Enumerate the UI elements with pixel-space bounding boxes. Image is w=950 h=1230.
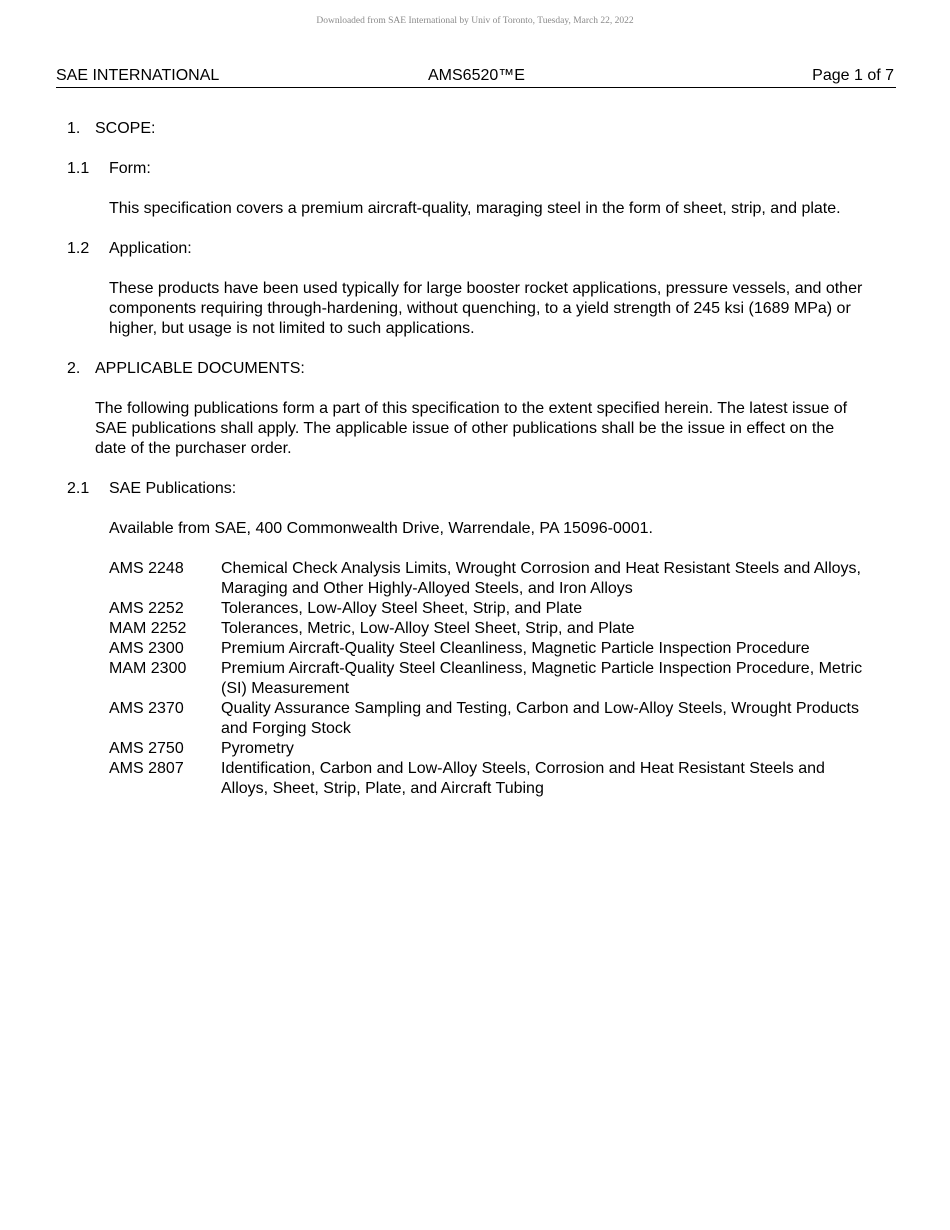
section-sae-publications-heading [67, 479, 867, 499]
document-title: Tolerances, Low-Alloy Steel Sheet, Strip, and Plate [221, 600, 583, 617]
document-code: AMS 2807 [109, 760, 184, 777]
section-number: 1.2 [67, 240, 90, 257]
document-title: Tolerances, Metric, Low-Alloy Steel Sheet, Strip, and Plate [221, 620, 635, 637]
document-title: Quality Assurance Sampling and Testing, Carbon and Low-Alloy Steels, Wrought Products and Forging Stock [221, 700, 859, 737]
document-code: MAM 2300 [109, 660, 187, 677]
application-paragraph: These products have been used typically for large booster rocket applications, pressure vessels, and other components requiring through-hardening, without quenching, to a yield strength of 245 ksi (1689 MPa) or higher, but usage is not limited to such applications. [109, 280, 863, 337]
section-application-heading [67, 239, 867, 259]
document-code: MAM 2252 [109, 620, 187, 637]
document-row [109, 699, 867, 739]
section-number: 1. [67, 120, 81, 137]
section-number: 2. [67, 360, 81, 377]
document-title: Premium Aircraft-Quality Steel Cleanliness, Magnetic Particle Inspection Procedure, Metric (SI) Measurement [221, 660, 863, 697]
document-row [109, 639, 867, 659]
section-title: Form: [109, 160, 151, 177]
section-scope-heading [67, 119, 867, 139]
sae-document-list [109, 559, 867, 799]
applicable-documents-paragraph: The following publications form a part of this specification to the extent specified herein. The latest issue of SAE publications shall apply. The applicable issue of other publications shall be the issue in effect on the date of the purchaser order. [95, 400, 848, 457]
document-row [109, 619, 867, 639]
sae-availability-paragraph: Available from SAE, 400 Commonwealth Drive, Warrendale, PA 15096-0001. [109, 520, 653, 537]
document-code: AMS 2248 [109, 560, 184, 577]
section-number: 2.1 [67, 480, 90, 497]
header-doc-id: AMS6520™E [428, 67, 525, 84]
section-form-heading [67, 159, 867, 179]
document-code: AMS 2750 [109, 740, 184, 757]
download-watermark: Downloaded from SAE International by Univ of Toronto, Tuesday, March 22, 2022 [316, 16, 634, 26]
header-page-number: Page 1 of 7 [812, 67, 894, 84]
document-title: Chemical Check Analysis Limits, Wrought Corrosion and Heat Resistant Steels and Alloys, Maraging and Other Highly-Alloyed Steels, and Iron Alloys [221, 560, 861, 597]
document-row [109, 659, 867, 699]
document-row [109, 599, 867, 619]
section-title: SAE Publications: [109, 480, 237, 497]
document-title: Premium Aircraft-Quality Steel Cleanliness, Magnetic Particle Inspection Procedure [221, 640, 810, 657]
document-title: Pyrometry [221, 740, 294, 757]
document-title: Identification, Carbon and Low-Alloy Steels, Corrosion and Heat Resistant Steels and Alloys, Sheet, Strip, Plate, and Aircraft Tubing [221, 760, 825, 797]
document-code: AMS 2370 [109, 700, 184, 717]
section-title: Application: [109, 240, 192, 257]
document-code: AMS 2300 [109, 640, 184, 657]
header-org: SAE INTERNATIONAL [56, 67, 220, 84]
section-applicable-documents-heading [67, 359, 867, 379]
document-code: AMS 2252 [109, 600, 184, 617]
section-title: APPLICABLE DOCUMENTS: [95, 360, 305, 377]
document-row [109, 759, 867, 799]
section-number: 1.1 [67, 160, 90, 177]
form-paragraph: This specification covers a premium aircraft-quality, maraging steel in the form of sheet, strip, and plate. [109, 200, 841, 217]
page-header [56, 66, 896, 88]
document-body [67, 119, 867, 799]
section-title: SCOPE: [95, 120, 156, 137]
document-row [109, 739, 867, 759]
document-row [109, 559, 867, 599]
